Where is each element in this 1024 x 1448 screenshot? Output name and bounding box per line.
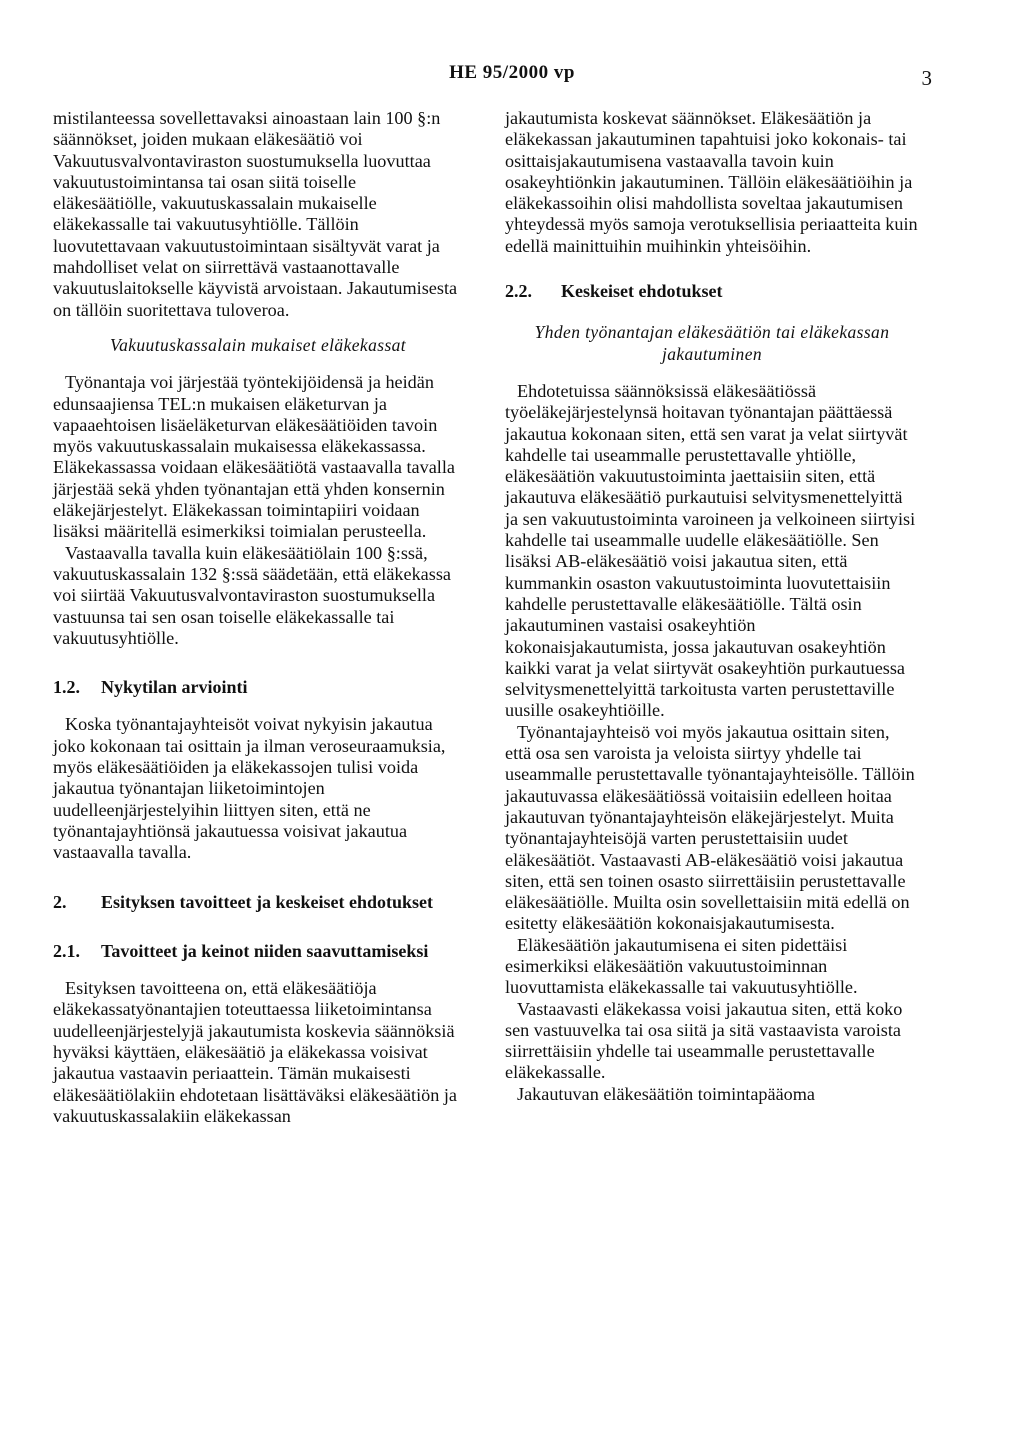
paragraph: Ehdotetuissa säännöksissä eläkesäätiössä työeläkejärjestelynsä hoitavan työnantajan päättäessä jakautua kokonaan siten, että sen varat ja velat siirtyvät kahdelle tai useammalle perustettavalle yhtiölle, eläkesäätiön vakuutustoiminta jaettaisiin siten, että jakautuva eläkesäätiö purkautuisi selvitysmenettelyittä ja sen vakuutustoiminta varoineen ja velkoineen siirtyisi kahdelle tai useammalle uudelle eläkesäätiölle. Sen lisäksi AB-eläkesäätiö voisi jakautua siten, että kummankin osaston vakuutustoiminta luovutettaisiin kahdelle perustettavalle eläkesäätiölle. Tältä osin jakautuminen vastaisi osakeyhtiön kokonaisjakautumista, jossa jakautuvan osakeyhtiön kaikki varat ja velat siirtyvät osakeyhtiön purkautuessa selvitysmenettelyittä tarkoitusta varten perustettaville uusille osakeyhtiöille. bbox=[505, 380, 916, 721]
subheading: Vakuutuskassalain mukaiset eläkekassat bbox=[109, 334, 407, 355]
section-heading bbox=[53, 677, 463, 698]
section-title: Nykytilan arviointi bbox=[101, 677, 248, 698]
subheading: Yhden työnantajan eläkesäätiön tai eläkekassan jakautuminen bbox=[534, 322, 890, 364]
page-number: 3 bbox=[921, 66, 932, 90]
document-reference: HE 95/2000 vp bbox=[449, 62, 575, 83]
section-number: 2.1. bbox=[53, 940, 80, 961]
paragraph: Esityksen tavoitteena on, että eläkesäätiöja eläkekassatyönantajien toteuttaessa liiketoimintansa uudelleenjärjestelyjä jakautumista koskevia säännöksiä hyväksi käyttäen, eläkesäätiö ja eläkekassa voisivat jakautua vastaavin periaattein. Tämän mukaisesti eläkesäätiölakiin ehdotetaan lisättäväksi eläkesäätiön ja vakuutuskassalakiin eläkekassan bbox=[53, 978, 457, 1126]
paragraph: Vastaavasti eläkekassa voisi jakautua siten, että koko sen vastuuvelka tai osa siitä ja sitä vastaavista varoista siirrettäisiin yhdelle tai useammalle perustettavalle eläkekassalle. bbox=[505, 998, 903, 1083]
paragraph: mistilanteessa sovellettavaksi ainoastaan lain 100 §:n säännökset, joiden mukaan eläkesäätiö voi Vakuutusvalvontaviraston suostumuksella luovuttaa vakuutustoimintansa tai osan siitä toiselle eläkesäätiölle, vakuutuskassalain mukaiselle eläkekassalle tai vakuutusyhtiölle. Tällöin luovutettavaan vakuutustoimintaan sisältyvät varat ja mahdolliset velat on siirrettävä vastaanottavalle vakuutuslaitokselle käyvistä arvoistaan. Jakautumisesta on tällöin suoritettava tuloveroa. bbox=[53, 108, 458, 320]
paragraph: Eläkesäätiön jakautumisena ei siten pidettäisi esimerkiksi eläkesäätiön vakuutustoiminnan luovuttamista eläkekassalle tai vakuutusyhtiölle. bbox=[505, 934, 858, 998]
paragraph: jakautumista koskevat säännökset. Eläkesäätiön ja eläkekassan jakautuminen tapahtuisi joko kokonais- tai osittaisjakautumisena vastaavalla tavoin kuin osakeyhtiönkin jakautuminen. Tällöin eläkesäätiöihin ja eläkekassoihin olisi mahdollista soveltaa jakautumisen yhteydessä myös samoja verotuksellisia periaatteita kuin edellä mainittuihin muihinkin yhteisöihin. bbox=[505, 108, 918, 256]
left-column bbox=[53, 108, 463, 1127]
section-title: Keskeiset ehdotukset bbox=[561, 281, 723, 302]
section-number: 1.2. bbox=[53, 677, 80, 698]
running-header bbox=[0, 62, 1024, 92]
paragraph: Työnantajayhteisö voi myös jakautua osittain siten, että osa sen varoista ja veloista siirtyy yhdelle tai useammalle perustettavalle työnantajayhteisölle. Tällöin jakautuvassa eläkesäätiössä voitaisiin edelleen hoitaa jakautuvan työnantajayhteisön eläkejärjestelyt. Muita työnantajayhteisöjä varten perustettaisiin uudet eläkesäätiöt. Vastaavasti AB-eläkesäätiö voisi jakautua siten, että sen toinen osasto siirrettäisiin perustettavalle eläkesäätiölle. Muilta osin sovellettaisiin mitä edellä on esitetty eläkesäätiön kokonaisjakautumisesta. bbox=[505, 721, 915, 934]
section-title: Esityksen tavoitteet ja keskeiset ehdotukset bbox=[101, 891, 433, 912]
paragraph: Koska työnantajayhteisöt voivat nykyisin jakautua joko kokonaan tai osittain ja ilman veroseuraamuksia, myös eläkesäätiöiden ja eläkekassojen tulisi voida jakautua työnantajan liiketoimintojen uudelleenjärjestelyihin liittyen siten, että ne työnantajayhtiönsä jakautuessa voisivat jakautua vastaavalla tavalla. bbox=[53, 714, 446, 863]
right-column bbox=[505, 108, 919, 1105]
section-heading bbox=[53, 941, 463, 962]
section-heading bbox=[505, 281, 919, 302]
paragraph: Vastaavalla tavalla kuin eläkesäätiölain 100 §:ssä, vakuutuskassalain 132 §:ssä säädetään, että eläkekassa voi siirtää Vakuutusvalvontaviraston suostumuksella vastuunsa tai sen osan toiselle eläkekassalle tai vakuutusyhtiölle. bbox=[53, 542, 451, 648]
section-heading bbox=[53, 892, 463, 913]
paragraph: Työnantaja voi järjestää työntekijöidensä ja heidän edunsaajiensa TEL:n mukaisen eläketurvan ja vapaaehtoisen lisäeläketurvan eläkesäätiöiden tavoin myös vakuutuskassalain mukaisessa eläkekassassa. Eläkekassassa voidaan eläkesäätiötä vastaavalla tavalla järjestää sekä yhden työnantajan että yhden konsernin eläkejärjestelyt. Eläkekassan toimintapiiri voidaan lisäksi määritellä esimerkiksi toimialan perusteella. bbox=[53, 372, 455, 542]
section-title: Tavoitteet ja keinot niiden saavuttamiseksi bbox=[101, 940, 429, 961]
section-number: 2.2. bbox=[505, 281, 532, 302]
paragraph: Jakautuvan eläkesäätiön toimintapääoma bbox=[517, 1083, 815, 1104]
section-number: 2. bbox=[53, 891, 67, 912]
